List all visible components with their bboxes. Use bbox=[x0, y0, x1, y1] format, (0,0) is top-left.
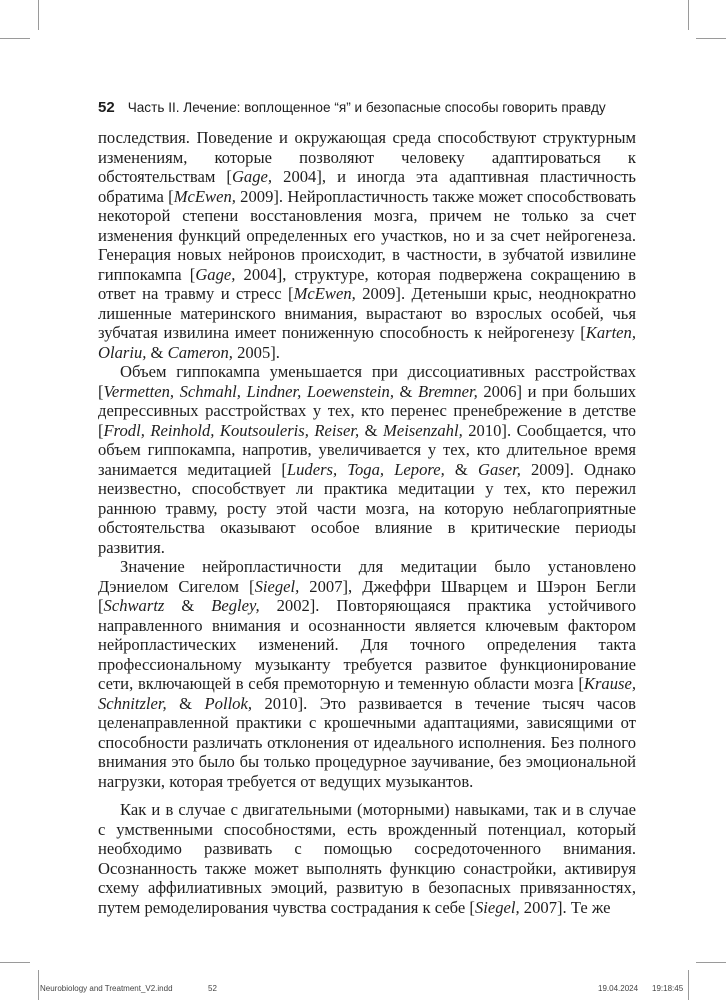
text-run: 2002]. Повторяющаяся практика устойчивого направленного внимания и осознанности является ключевым фактором нейропластических изменений. Для точного определения такта профессиональному музыканту требуется развитое функционирование сети, включающей в себя премоторную и теменную области мозга [ bbox=[98, 596, 636, 693]
running-header bbox=[98, 100, 638, 116]
text-run: & bbox=[146, 342, 168, 362]
text-run: & bbox=[166, 693, 205, 713]
text-run: & bbox=[164, 596, 212, 615]
crop-mark-top-left bbox=[38, 0, 39, 30]
crop-mark-bottom-right bbox=[688, 970, 689, 1000]
text-run: 2007], Джеффри Шварцем и Шэрон Бегли [ bbox=[98, 576, 636, 615]
text-run: 2010]. Это развивается в течение тысяч часов целенаправленной практики с крошечными адаптациями, зависящими от способности различать отклонения от идеального исполнения. Без полного внимания это было бы только процедурное заучивание, без эмоциональной нагрузки, которая требуется от ведущих музыкантов. bbox=[98, 693, 636, 791]
citation-author: Frodl, Reinhold, Koutsouleris, Reiser, bbox=[103, 420, 360, 440]
text-run: Объем гиппокампа уменьшается при диссоциативных расстройствах [ bbox=[98, 362, 636, 401]
text-run: 2006] и при больших депрессивных расстройствах у тех, кто перенес пренебрежение в детстве [ bbox=[98, 381, 636, 440]
running-title: Часть II. Лечение: воплощенное “я” и безопасные способы говорить правду bbox=[127, 100, 606, 115]
citation-author: Luders, Toga, Lepore, bbox=[286, 459, 445, 479]
citation-author: Karten, Olariu, bbox=[98, 323, 636, 362]
text-run: 2010]. Сообщается, что объем гиппокампа, напротив, увеличивается у тех, кто длительное время занимается медитацией [ bbox=[98, 420, 636, 479]
text-run: 2009]. Нейропластичность также может способствовать некоторой степени восстановления мозга, причем не только за счет изменения функций определенных его участков, но и за счет нейрогенеза. Генерация новых нейронов происходит, в частности, в зубчатой извилине гиппокампа [ bbox=[98, 186, 636, 284]
crop-mark-bottom-left bbox=[38, 970, 39, 1000]
paragraph bbox=[98, 362, 636, 557]
text-run: Значение нейропластичности для медитации было установлено Дэниелом Сигелом [ bbox=[98, 557, 636, 596]
text-run: 2004], структуре, которая подвержена сокращению в ответ на травму и стресс [ bbox=[98, 264, 636, 303]
citation-author: Pollok, bbox=[204, 693, 252, 713]
citation-author: Siegel, bbox=[254, 576, 300, 596]
text-run: Как и в случае с двигательными (моторными) навыками, так и в случае с умственными способностями, есть врожденный потенциал, который необходимо развивать с помощью сосредоточенного внимания. Осознанность также может выполнять функцию сонастройки, активируя схему аффилиативных эмоций, развитую в безопасных привязанностях, путем ремоделирования чувства сострадания к себе [ bbox=[98, 800, 636, 917]
footer-file-name: Neurobiology and Treatment_V2.indd bbox=[40, 984, 173, 993]
citation-author: McEwen, bbox=[293, 284, 356, 303]
paragraph bbox=[98, 557, 636, 791]
citation-author: Meisenzahl, bbox=[383, 420, 463, 440]
paragraph bbox=[98, 800, 636, 917]
crop-mark-right-bottom bbox=[696, 962, 726, 963]
citation-author: Cameron, bbox=[167, 342, 233, 362]
citation-author: Vermetten, Schmahl, Lindner, Loewenstein, bbox=[103, 381, 394, 401]
citation-author: Schwartz bbox=[103, 596, 165, 615]
citation-author: Bremner, bbox=[418, 381, 478, 401]
text-run: последствия. Поведение и окружающая среда способствуют структурным изменениям, которые позволяют человеку адаптироваться к обстоятельствам [ bbox=[98, 128, 636, 186]
citation-author: Gaser, bbox=[477, 459, 521, 479]
crop-mark-left-bottom bbox=[0, 962, 30, 963]
citation-author: McEwen, bbox=[173, 186, 236, 206]
footer-date: 19.04.2024 bbox=[598, 984, 639, 993]
body-text bbox=[98, 128, 636, 917]
text-run: 2009]. Детеныши крыс, неоднократно лишенные материнского внимания, вырастают во взрослых особей, чья зубчатая извилина имеет пониженную способность к нейрогенезу [ bbox=[98, 284, 637, 342]
footer-page: 52 bbox=[208, 984, 217, 993]
text-run: 2007]. Те же bbox=[519, 897, 611, 917]
page-number: 52 bbox=[98, 99, 115, 116]
citation-author: Begley, bbox=[211, 596, 260, 615]
crop-mark-top-right bbox=[688, 0, 689, 30]
text-run: & bbox=[393, 381, 419, 401]
citation-author: Krause, Schnitzler, bbox=[98, 674, 636, 713]
citation-author: Gage, bbox=[195, 264, 236, 284]
crop-mark-left-top bbox=[0, 38, 30, 39]
text-run: & bbox=[359, 420, 383, 440]
paragraph bbox=[98, 128, 636, 362]
footer-time: 19:18:45 bbox=[652, 984, 684, 993]
text-run: 2004], и иногда эта адаптивная пластичность обратима [ bbox=[98, 167, 636, 206]
text-run: 2005]. bbox=[232, 342, 280, 362]
crop-mark-right-top bbox=[696, 38, 726, 39]
citation-author: Gage, bbox=[231, 167, 273, 186]
citation-author: Siegel, bbox=[474, 897, 520, 917]
text-run: & bbox=[444, 459, 478, 479]
text-run: 2009]. Однако неизвестно, способствует ли практика медитации у тех, кто пережил раннюю травму, росту этой части мозга, на которую неблагоприятные обстоятельства оказывают особое влияние в критические периоды развития. bbox=[98, 459, 636, 557]
